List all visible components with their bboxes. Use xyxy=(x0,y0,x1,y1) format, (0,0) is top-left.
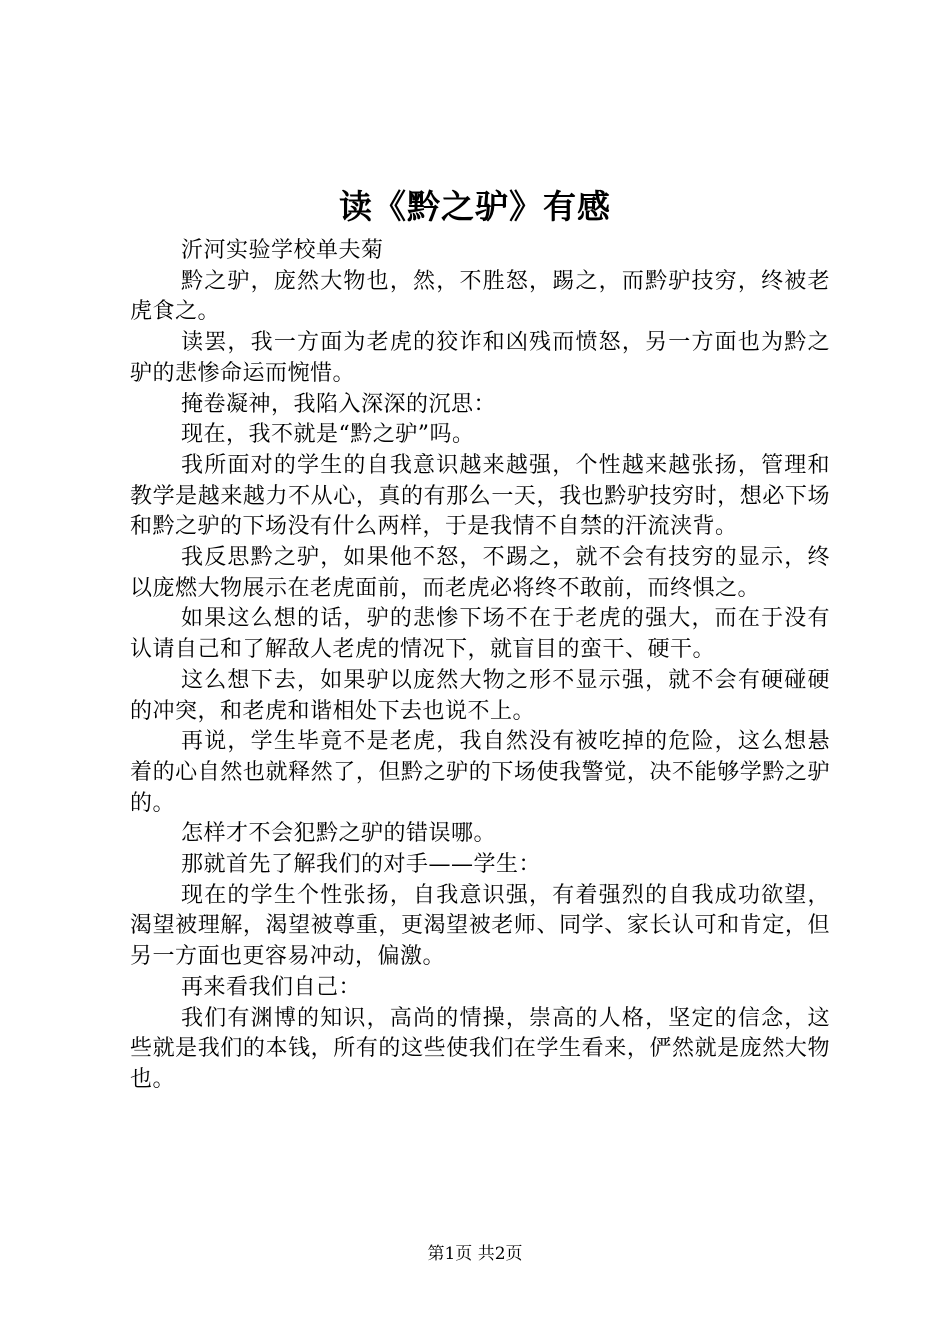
paragraph: 再说，学生毕竟不是老虎，我自然没有被吃掉的危险，这么想悬着的心自然也就释然了，但黔之驴的下场使我警觉，决不能够学黔之驴的。 xyxy=(130,729,830,816)
page-footer: 第1页 共2页 xyxy=(427,1244,523,1264)
paragraph: 掩卷凝神，我陷入深深的沉思： xyxy=(181,391,497,417)
paragraph: 怎样才不会犯黔之驴的错误哪。 xyxy=(181,821,497,847)
paragraph: 读罢，我一方面为老虎的狡诈和凶残而愤怒，另一方面也为黔之驴的悲惨命运而惋惜。 xyxy=(130,330,830,386)
paragraph: 再来看我们自己： xyxy=(181,974,362,1000)
paragraph: 现在，我不就是“黔之驴”吗。 xyxy=(181,422,475,448)
document-body xyxy=(130,236,830,1096)
paragraph: 现在的学生个性张扬，自我意识强，有着强烈的自我成功欲望，渴望被理解，渴望被尊重，更渴望被老师、同学、家长认可和肯定，但另一方面也更容易冲动，偏激。 xyxy=(130,882,830,970)
paragraph: 这么想下去，如果驴以庞然大物之形不显示强，就不会有硬碰硬的冲突，和老虎和谐相处下去也说不上。 xyxy=(130,667,830,724)
paragraph: 我反思黔之驴，如果他不怒，不踢之，就不会有技穷的显示，终以庞燃大物展示在老虎面前，而老虎必将终不敢前，而终惧之。 xyxy=(130,545,830,601)
paragraph: 我所面对的学生的自我意识越来越强，个性越来越张扬，管理和教学是越来越力不从心，真的有那么一天，我也黔驴技穷时，想必下场和黔之驴的下场没有什么两样，于是我情不自禁的汗流浃背。 xyxy=(130,452,830,540)
author-line: 沂河实验学校单夫菊 xyxy=(181,238,384,263)
paragraph: 我们有渊博的知识，高尚的情操，崇高的人格，坚定的信念，这些就是我们的本钱，所有的这些使我们在学生看来，俨然就是庞然大物也。 xyxy=(130,1005,830,1092)
document-title: 读《黔之驴》有感 xyxy=(339,187,611,226)
paragraph: 如果这么想的话，驴的悲惨下场不在于老虎的强大，而在于没有认请自己和了解敌人老虎的情况下，就盲目的蛮干、硬干。 xyxy=(130,606,830,663)
paragraph: 黔之驴，庞然大物也，然，不胜怒，踢之，而黔驴技穷，终被老虎食之。 xyxy=(130,268,830,325)
paragraph: 那就首先了解我们的对手——学生： xyxy=(181,852,542,878)
